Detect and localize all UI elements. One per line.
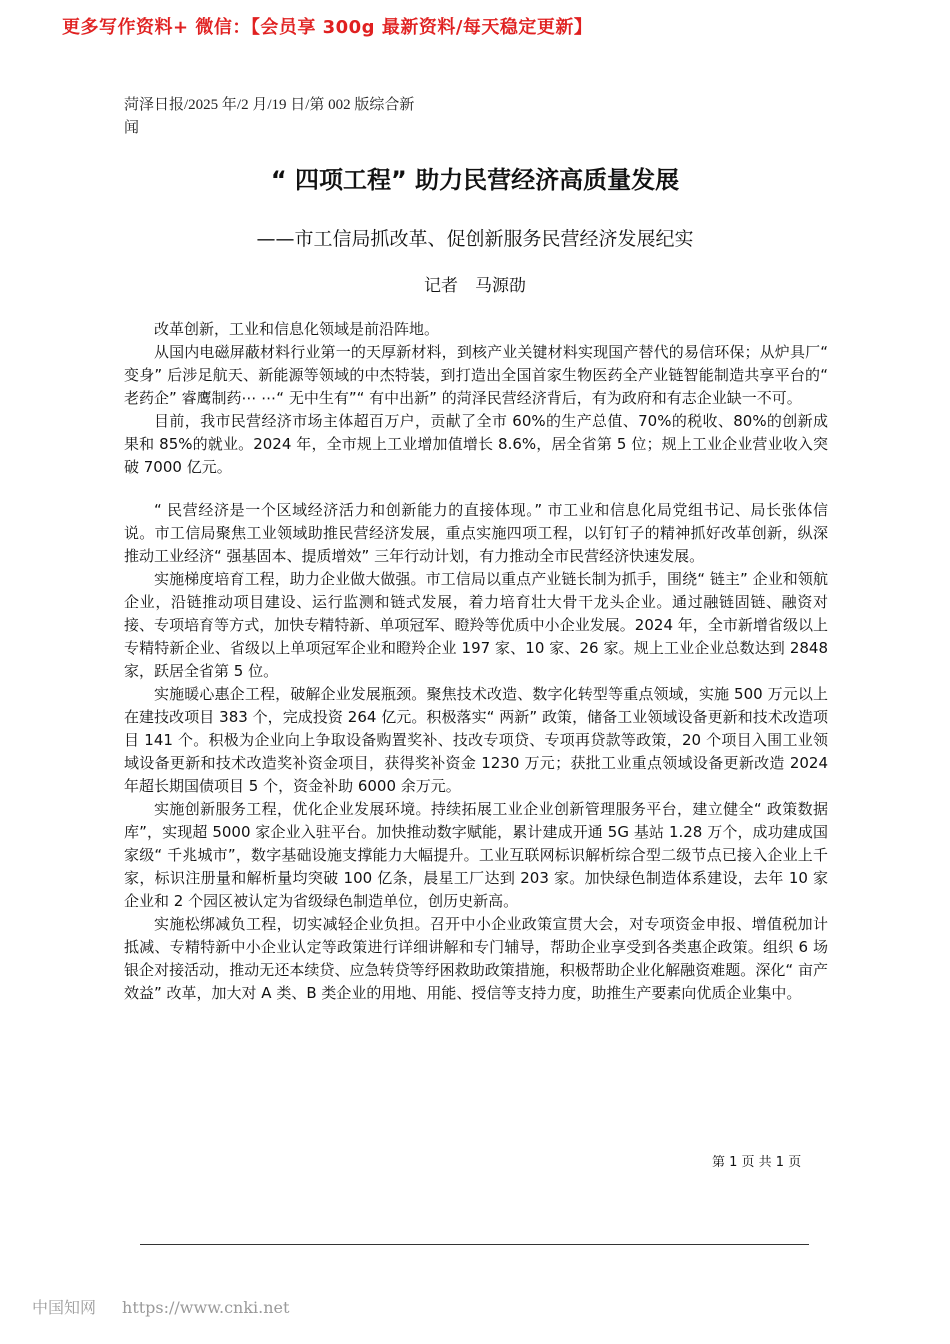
paragraph: 实施松绑减负工程，切实减轻企业负担。召开中小企业政策宣贯大会，对专项资金申报、增值税加计抵减、专精特新中小企业认定等政策进行详细讲解和专门辅导，帮助企业享受到各类惠企政策。组织 6 场银企对接活动，推动无还本续贷、应急转贷等纾困救助政策措施，积极帮助企业化解融资难题。深化“ 亩产效益” 改革，加大对 A 类、B 类企业的用地、用能、授信等支持力度，助推生产要素向优质企业集中。 bbox=[124, 915, 828, 1002]
paragraph: 实施创新服务工程，优化企业发展环境。持续拓展工业企业创新管理服务平台，建立健全“ 政策数据库”，实现超 5000 家企业入驻平台。加快推动数字赋能，累计建成开通 5G 基站 1.28 万个，成功建成国家级“ 千兆城市”，数字基础设施支撑能力大幅提升。工业互联网标识解析综合型二级节点已接入企业上千家，标识注册量和解析量均突破 100 亿条，晨星工厂达到 203 家。加快绿色制造体系建设，去年 10 家企业和 2 个园区被认定为省级绿色制造单位，创历史新高。 bbox=[124, 800, 828, 910]
paragraph: 改革创新，工业和信息化领域是前沿阵地。 bbox=[154, 320, 440, 338]
paragraph: “ 民营经济是一个区域经济活力和创新能力的直接体现。” 市工业和信息化局党组书记、局长张体信说。市工信局聚焦工业领域助推民营经济发展，重点实施四项工程，以钉钉子的精神抓好改革创新，纵深推动工业经济“ 强基固本、提质增效” 三年行动计划，有力推动全市民营经济快速发展。 bbox=[124, 501, 828, 565]
source-line: 菏泽日报/2025 年/2 月/19 日/第 002 版综合新闻 bbox=[124, 97, 415, 136]
byline: 记者 马源劭 bbox=[424, 276, 526, 296]
paragraph: 目前，我市民营经济市场主体超百万户，贡献了全市 60%的生产总值、70%的税收、80%的创新成果和 85%的就业。2024 年，全市规上工业增加值增长 8.6%，居全省第 5 位；规上工业企业营业收入突破 7000 亿元。 bbox=[124, 412, 828, 476]
article-body bbox=[124, 318, 828, 1005]
promo-banner: 更多写作资料+ 微信：【会员享 300g 最新资料/每天稳定更新】 bbox=[62, 17, 593, 38]
article-title: “ 四项工程” 助力民营经济高质量发展 bbox=[270, 166, 680, 194]
page-number: 第 1 页 共 1 页 bbox=[712, 1155, 802, 1170]
footer-divider bbox=[140, 1244, 809, 1245]
cnki-brand: 中国知网 bbox=[32, 1298, 97, 1317]
paragraph: 实施梯度培育工程，助力企业做大做强。市工信局以重点产业链长制为抓手，围绕“ 链主” 企业和领航企业，沿链推动项目建设、运行监测和链式发展，着力培育壮大骨干龙头企业。通过融链固链、融资对接、专项培育等方式，加快专精特新、单项冠军、瞪羚等优质中小企业发展。2024 年，全市新增省级以上专精特新企业、省级以上单项冠军企业和瞪羚企业 197 家、10 家、26 家。规上工业企业总数达到 2848 家，跃居全省第 5 位。 bbox=[124, 570, 828, 680]
paragraph: 从国内电磁屏蔽材料行业第一的天厚新材料，到核产业关键材料实现国产替代的易信环保；从炉具厂“ 变身” 后涉足航天、新能源等领域的中杰特装，到打造出全国首家生物医药全产业链智能制造共享平台的“ 老药企” 睿鹰制药⋯ ⋯“ 无中生有”“ 有中出新” 的菏泽民营经济背后，有为政府和有志企业缺一不可。 bbox=[124, 343, 828, 407]
footer-watermark bbox=[32, 1295, 289, 1318]
article-subtitle: ——市工信局抓改革、促创新服务民营经济发展纪实 bbox=[256, 228, 694, 250]
cnki-link[interactable]: https://www.cnki.net bbox=[122, 1298, 290, 1317]
paragraph: 实施暖心惠企工程，破解企业发展瓶颈。聚焦技术改造、数字化转型等重点领域，实施 500 万元以上在建技改项目 383 个，完成投资 264 亿元。积极落实“ 两新” 政策，储备工业领域设备更新和技术改造项目 141 个。积极为企业向上争取设备购置奖补、技改专项贷、专项再贷款等政策，20 个项目入围工业领域设备更新和技术改造奖补资金项目，获得奖补资金 1230 万元；获批工业重点领域设备更新改造 2024 年超长期国债项目 5 个，资金补助 6000 余万元。 bbox=[124, 685, 828, 795]
